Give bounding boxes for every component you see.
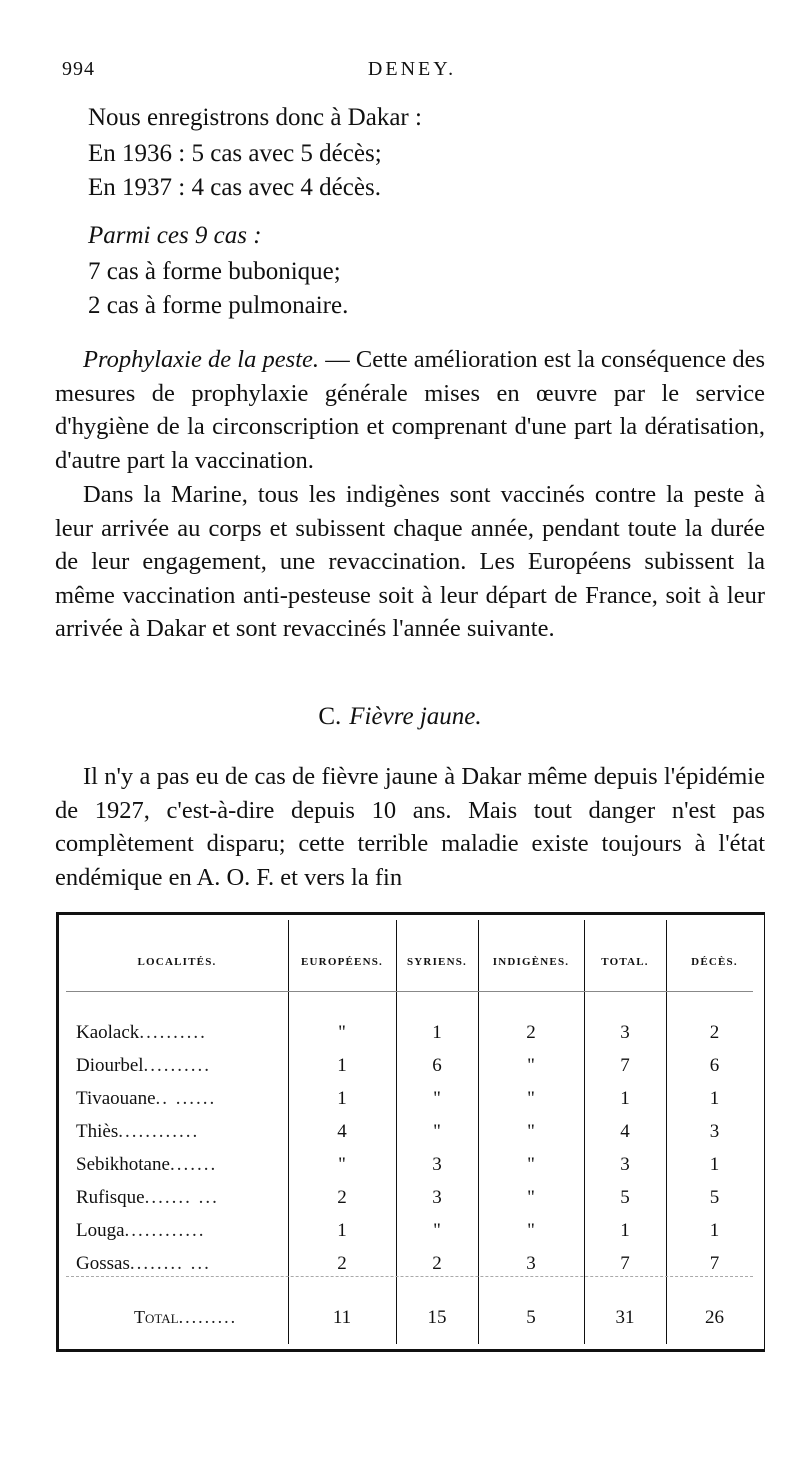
cell-total: 7 — [620, 1055, 630, 1076]
total-deces: 26 — [705, 1307, 724, 1328]
cell-indigenes: " — [527, 1154, 535, 1175]
marine-text: Dans la Marine, tous les indigènes sont vaccinés contre la peste à leur arrivée au corps et subissent chaque année, pendant toute la durée de leur engagement, une revaccination. Les Européens subissent la même vaccination anti-pesteuse soit à leur départ de France, soit à leur arrivée à Dakar et sont revaccinés l'année suivante. — [55, 481, 765, 642]
cell-indigenes: " — [527, 1055, 535, 1076]
prophylaxie-title: Prophylaxie de la peste. — [83, 346, 320, 373]
prophylaxie-paragraph — [55, 343, 765, 477]
cell-total: 3 — [620, 1154, 630, 1175]
cell-deces: 6 — [709, 1055, 720, 1076]
header-localites: LOCALITÉS. — [137, 956, 217, 968]
cell-total: 5 — [620, 1187, 630, 1208]
cell-syriens: 3 — [432, 1187, 442, 1208]
total-syriens: 15 — [427, 1307, 447, 1328]
cell-europeens: " — [338, 1022, 346, 1043]
row-locality: Gossas........ ... — [76, 1253, 211, 1274]
cell-europeens: 1 — [337, 1088, 347, 1109]
cell-europeens: 2 — [337, 1187, 347, 1208]
cell-syriens: 3 — [432, 1154, 442, 1175]
cell-total: 3 — [620, 1022, 630, 1043]
cell-total: 1 — [620, 1088, 630, 1109]
cases-table — [56, 912, 765, 1352]
cell-syriens: 2 — [432, 1253, 442, 1274]
total-europeens: 11 — [332, 1307, 352, 1328]
table-top-rule — [56, 912, 765, 915]
total-rule — [66, 1276, 753, 1277]
fievre-text: Il n'y a pas eu de cas de fièvre jaune à Dakar même depuis l'épidémie de 1927, c'est-à-dire depuis 10 ans. Mais tout danger n'est pas complètement disparu; cette terrible maladie existe toujours à l'état endémique en A. O. F. et vers la fin — [55, 763, 765, 891]
cell-europeens: 1 — [337, 1220, 347, 1241]
row-locality: Thiès............ — [76, 1121, 200, 1142]
page-number: 994 — [62, 58, 95, 80]
cell-total: 4 — [620, 1121, 630, 1142]
header-indigenes: INDIGÈNES. — [492, 956, 570, 968]
fievre-paragraph — [55, 760, 765, 894]
total-label: Total......... — [134, 1307, 238, 1327]
section-heading — [0, 703, 800, 731]
header-deces: DÉCÈS. — [691, 956, 738, 968]
running-author: DENEY. — [367, 58, 457, 80]
cell-deces: 7 — [709, 1253, 720, 1274]
cell-syriens: 1 — [432, 1022, 442, 1043]
running-header — [62, 58, 762, 88]
cell-indigenes: " — [527, 1121, 535, 1142]
cell-deces: 1 — [709, 1154, 720, 1175]
cell-europeens: " — [338, 1154, 346, 1175]
total-indigenes: 5 — [526, 1307, 536, 1328]
intro-line-4: Parmi ces 9 cas : — [88, 222, 262, 249]
cell-indigenes: " — [527, 1088, 535, 1109]
total-total: 31 — [615, 1307, 635, 1328]
cell-indigenes: " — [527, 1187, 535, 1208]
row-locality: Diourbel.......... — [76, 1055, 212, 1076]
intro-line-2: En 1936 : 5 cas avec 5 décès; — [88, 140, 382, 167]
row-locality: Sebikhotane....... — [76, 1154, 218, 1175]
cell-deces: 2 — [709, 1022, 720, 1043]
cell-indigenes: 2 — [526, 1022, 536, 1043]
cell-europeens: 1 — [337, 1055, 347, 1076]
row-locality: Tivaouane.. ...... — [76, 1088, 217, 1109]
header-syriens: SYRIENS. — [406, 956, 468, 968]
section-label: C. — [318, 703, 342, 730]
intro-line-6: 2 cas à forme pulmonaire. — [88, 292, 349, 319]
cell-europeens: 2 — [337, 1253, 347, 1274]
prophylaxie-text: — Cette amélioration est la conséquence des mesures de prophylaxie générale mises en œuvre par le service d'hygiène de la circonscription et comprenant d'une part la dératisation, d'autre part la vaccination. — [55, 346, 765, 474]
cell-total: 7 — [620, 1253, 630, 1274]
header-total: TOTAL. — [601, 956, 649, 968]
cell-deces: 5 — [709, 1187, 720, 1208]
cell-europeens: 4 — [337, 1121, 347, 1142]
cell-deces: 3 — [709, 1121, 720, 1142]
cell-syriens: " — [433, 1121, 441, 1142]
intro-line-1: Nous enregistrons donc à Dakar : — [88, 104, 422, 131]
cell-deces: 1 — [709, 1088, 720, 1109]
header-rule — [66, 991, 753, 992]
cell-syriens: " — [433, 1088, 441, 1109]
row-locality: Kaolack.......... — [76, 1022, 207, 1043]
cell-syriens: 6 — [432, 1055, 442, 1076]
cell-total: 1 — [620, 1220, 630, 1241]
table-left-rule — [56, 912, 59, 1352]
intro-line-3: En 1937 : 4 cas avec 4 décès. — [88, 174, 381, 201]
row-locality: Louga............ — [76, 1220, 206, 1241]
marine-paragraph — [55, 478, 765, 646]
cell-indigenes: 3 — [526, 1253, 536, 1274]
section-title: Fièvre jaune. — [349, 703, 482, 730]
table-bottom-rule — [56, 1349, 765, 1352]
header-europeens: EUROPÉENS. — [301, 956, 383, 968]
cell-deces: 1 — [709, 1220, 720, 1241]
cell-syriens: " — [433, 1220, 441, 1241]
intro-line-5: 7 cas à forme bubonique; — [88, 258, 341, 285]
row-locality: Rufisque....... ... — [76, 1187, 219, 1208]
table-right-rule — [764, 912, 765, 1352]
cell-indigenes: " — [527, 1220, 535, 1241]
